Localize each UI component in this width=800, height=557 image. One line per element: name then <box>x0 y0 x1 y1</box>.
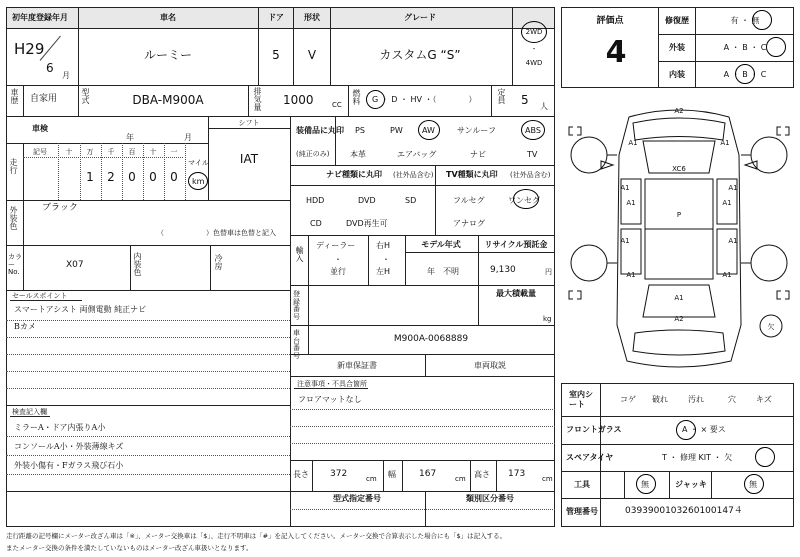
diag-label-fl-fender: A1 <box>628 139 638 147</box>
spare-value: T ・ 修理 KIT ・ 欠 <box>662 453 733 462</box>
height-label: 高さ <box>474 470 490 479</box>
navi-dvd-play: DVD再生可 <box>346 219 388 228</box>
interior-b-circle <box>735 64 755 84</box>
tv-fullseg: フルセグ <box>453 196 485 205</box>
navi-hdd: HDD <box>306 196 325 205</box>
inspector-label: 検査記入欄 <box>12 408 47 416</box>
equip-aw: AW <box>422 126 435 135</box>
chassis-value: M900A-0068889 <box>393 334 469 344</box>
max-load-label: 最大積載量 <box>496 289 536 298</box>
seat-burn: コゲ <box>620 395 636 404</box>
diag-label-lr-door: A1 <box>620 237 630 245</box>
height-unit: cm <box>542 475 553 483</box>
glass-label: フロントガラス <box>566 425 622 434</box>
diag-label-roof: P <box>676 211 682 219</box>
interior-options: A ・ B ・ C <box>723 70 767 79</box>
month-unit: 月 <box>62 71 70 80</box>
chassis-label: 車台番号 <box>293 329 300 361</box>
model-label: 型式 <box>81 88 90 104</box>
tv-sub: (社外品含む) <box>510 171 551 179</box>
seat-tear: 破れ <box>652 395 668 404</box>
new-car-warranty: 新車保証書 <box>337 361 377 370</box>
exterior-c-circle <box>766 37 786 57</box>
interior-color-label: 内装色 <box>133 252 142 276</box>
notes-label: 注意事項・不具合箇所 <box>297 380 367 388</box>
diag-label-lr: A1 <box>626 271 636 279</box>
equip-leather: 本革 <box>350 150 366 159</box>
interior-seat-label: 室内シート <box>569 390 593 410</box>
points-line-2: Bカメ <box>14 322 36 331</box>
notes-line: フロアマットなし <box>298 395 362 404</box>
equip-label: 装備品に丸印 <box>296 126 344 135</box>
vehicle-name: ルーミー <box>143 48 193 62</box>
inspection-year: 年 <box>126 133 134 142</box>
equip-ps: PS <box>355 126 365 135</box>
points-label: セールスポイント <box>12 292 68 300</box>
car-damage-diagram <box>563 95 795 380</box>
tools-label: 工具 <box>574 480 590 489</box>
diag-label-lb: A1 <box>674 294 684 302</box>
mileage-digit-2: 2 <box>107 170 115 184</box>
digit-header-2: 万 <box>86 148 94 156</box>
diag-label-rr: A1 <box>722 271 732 279</box>
import-label: 輸入 <box>295 246 304 262</box>
jack-label: ジャッキ <box>675 480 707 489</box>
jack-value: 無 <box>749 480 757 489</box>
reg-month: 6 <box>46 61 54 75</box>
width-label: 幅 <box>388 470 396 479</box>
length-unit: cm <box>366 475 377 483</box>
shift-label: シフト <box>238 119 260 127</box>
kg-unit: kg <box>543 315 552 323</box>
fuel-label: 燃料 <box>352 89 361 105</box>
import-left: 左H <box>376 267 391 276</box>
equip-pw: PW <box>390 126 403 135</box>
cooling-label: 冷房 <box>214 254 223 270</box>
grade-label: グレード <box>404 13 436 22</box>
reg-label: 初年度登録年月 <box>12 13 68 22</box>
length-value: 372 <box>330 469 348 479</box>
import-right: 右H <box>376 241 391 250</box>
equip-navi: ナビ <box>470 150 486 159</box>
inspector-line-1: ミラーA・ドア内張りA小 <box>14 423 106 432</box>
equip-sub: (純正のみ) <box>296 150 330 158</box>
digit-header-4: 百 <box>128 148 136 156</box>
footnote-line-1: 走行距離の記号欄にメーター改ざん車は「※」、メーター交換車は「$」、走行不明車は「#」を記入してください。メーター交換で合算表示した場合にも「$」は記入する。 <box>6 532 507 540</box>
vehicle-manual: 車両取説 <box>474 361 506 370</box>
digit-header-3: 千 <box>107 148 115 156</box>
diag-label-rm: A1 <box>722 199 732 207</box>
recycle-value: 9,130 <box>490 265 516 275</box>
recycle-label: リサイクル預託金 <box>484 240 548 249</box>
import-parallel: 並行 <box>330 267 346 276</box>
mileage-digit-5: 0 <box>170 170 178 184</box>
km-unit: km <box>192 177 205 186</box>
yen-unit: 円 <box>545 268 552 276</box>
drive-2wd: 2WD <box>525 28 543 36</box>
capacity-label: 定員 <box>497 88 506 104</box>
score-value: 4 <box>605 35 627 70</box>
diag-label-rr-door: A1 <box>728 237 738 245</box>
tools-value: 無 <box>641 480 649 489</box>
displacement-label: 排気量 <box>253 87 262 111</box>
model-value: DBA-M900A <box>132 93 204 107</box>
drive-dot: ・ <box>530 45 538 53</box>
inspection-month: 月 <box>184 133 192 142</box>
shift-value: IAT <box>239 152 259 166</box>
diag-label-rf-door: A1 <box>728 184 738 192</box>
diag-label-glass: XC6 <box>672 165 686 173</box>
spare-missing-circle <box>755 447 775 467</box>
glass-value: A ・ × 要ス <box>682 425 726 434</box>
mileage-label: 走行 <box>9 158 18 174</box>
name-label: 車名 <box>160 13 176 22</box>
reg-no-label: 登録番号 <box>293 290 300 322</box>
fuel-options: G ・ D ・ HV ・（ ） <box>372 95 477 104</box>
import-dealer: ディーラー <box>316 241 356 250</box>
class-number-label: 類別区分番号 <box>466 494 514 503</box>
diag-label-lf-door: A1 <box>620 184 630 192</box>
use-label: 車歴 <box>10 88 19 104</box>
diag-label-fr-fender: A1 <box>720 139 730 147</box>
diag-cushion: 欠 <box>767 323 775 331</box>
navi-label: ナビ種類に丸印 <box>326 170 382 179</box>
points-line-1: スマートアシスト 両側電動 純正ナビ <box>14 305 147 314</box>
diag-label-rear: A2 <box>674 315 684 323</box>
color-code-label: カラーNo. <box>8 253 22 277</box>
interior-label: 内装 <box>669 70 685 79</box>
seat-hole: 穴 <box>728 395 736 404</box>
equip-tv: TV <box>527 150 538 159</box>
person-unit: 人 <box>540 102 548 111</box>
seat-stain: 汚れ <box>688 395 704 404</box>
model-year-label: モデル年式 <box>421 240 461 249</box>
inspector-line-3: 外装小傷有・Fガラス飛び石小 <box>14 461 124 470</box>
length-label: 長さ <box>293 470 309 479</box>
import-dot-1: ・ <box>334 255 342 264</box>
equip-sunroof: サンルーフ <box>457 126 496 135</box>
import-dot-2: ・ <box>382 255 390 264</box>
navi-dvd: DVD <box>358 196 376 205</box>
mileage-digit-4: 0 <box>149 170 157 184</box>
diag-label-lm: A1 <box>626 199 636 207</box>
mile-unit: マイル <box>188 159 209 167</box>
diag-label-front: A2 <box>674 107 684 115</box>
mileage-digit-1: 1 <box>86 170 94 184</box>
mileage-digit-3: 0 <box>128 170 136 184</box>
footnote-line-2: またメーター交換の条件を満たしていないものはメーター改ざん車扱いとなります。 <box>6 544 253 552</box>
use-value: 自家用 <box>30 94 58 104</box>
tv-oneseg: ワンセグ <box>508 196 540 205</box>
navi-cd: CD <box>310 219 322 228</box>
width-unit: cm <box>455 475 466 483</box>
shape-label: 形状 <box>304 13 320 22</box>
digit-header-0: 記号 <box>33 148 47 156</box>
exterior-label: 外装 <box>669 43 685 52</box>
repair-label: 修復歴 <box>665 16 689 25</box>
tv-label: TV種類に丸印 <box>446 170 498 179</box>
displacement-value: 1000 <box>283 93 314 107</box>
door-count: 5 <box>272 48 280 62</box>
color-code: X07 <box>66 260 84 270</box>
digit-header-1: 十 <box>65 148 73 156</box>
model-year-value: 年 不明 <box>427 267 459 276</box>
equip-abs: ABS <box>525 126 541 135</box>
inspector-line-2: コンソールA小・外装薄線キズ <box>14 442 124 451</box>
seat-scratch: キズ <box>756 395 772 404</box>
cc-unit: CC <box>332 101 342 109</box>
navi-sd: SD <box>405 196 417 205</box>
reg-year: H29 <box>14 40 45 58</box>
inspection-label: 車検 <box>32 124 48 133</box>
repaint-note: （ ）色替車は色替と記入 <box>157 229 276 237</box>
door-label: ドア <box>268 13 284 22</box>
drive-4wd: 4WD <box>525 59 543 67</box>
width-value: 167 <box>419 469 437 479</box>
spare-label: スペアタイヤ <box>566 453 614 462</box>
mgmt-value: 0393900103260100147４ <box>625 506 743 516</box>
repair-none-circle <box>752 10 772 30</box>
grade-value: カスタムG “S” <box>379 48 461 62</box>
digit-header-5: 十 <box>149 148 157 156</box>
digit-header-6: 一 <box>170 148 178 156</box>
navi-sub: (社外品含む) <box>393 171 434 179</box>
color-label: 外装色 <box>9 206 18 230</box>
color-value: ブラック <box>42 203 78 213</box>
score-label: 評価点 <box>596 16 624 26</box>
mgmt-label: 管理番号 <box>566 507 598 516</box>
type-number-label: 型式指定番号 <box>333 494 381 503</box>
equip-airbag: エアバッグ <box>397 150 437 159</box>
body-shape: V <box>307 48 317 62</box>
repair-options: 有 ・ 無 <box>730 16 760 25</box>
exterior-options: A ・ B ・ C <box>723 43 767 52</box>
height-value: 173 <box>508 469 526 479</box>
tv-analog: アナログ <box>453 219 485 228</box>
capacity-value: 5 <box>521 93 529 107</box>
